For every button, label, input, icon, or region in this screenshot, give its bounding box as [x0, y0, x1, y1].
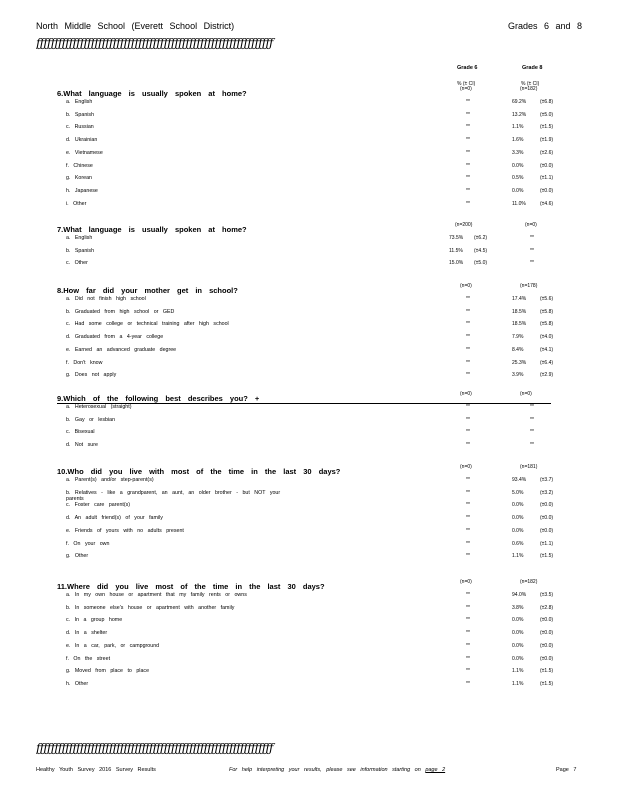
grade8-ci: (±4.0) [540, 334, 554, 341]
answer-option: g. Other [66, 553, 89, 560]
answer-option: b. Spanish [66, 247, 95, 254]
footer-survey-name: Healthy Youth Survey 2016 Survey Results [36, 767, 156, 773]
answer-option: h. Other [66, 680, 89, 687]
grades-label: Grades 6 and 8 [508, 21, 583, 31]
answer-option: e. In a car, park, or campground [66, 642, 160, 649]
grade6-suppressed: ** [466, 149, 470, 156]
grade8-ci: (±2.6) [540, 149, 554, 156]
answer-option: c. Had some college or technical training after high school [66, 321, 229, 328]
grade6-suppressed: ** [466, 99, 470, 105]
grade6-n-count: (n=0) [460, 391, 472, 397]
footer-page-link[interactable]: page 2 [425, 767, 446, 773]
grade8-ci: (±1.1) [540, 175, 554, 182]
grade6-suppressed: ** [466, 111, 470, 118]
grade6-suppressed: ** [466, 359, 470, 366]
answer-option: a. Heterosexual (straight) [66, 404, 132, 410]
grade6-suppressed: ** [466, 502, 470, 509]
grade8-suppressed: ** [530, 442, 534, 449]
grade8-percent: 0.0% [512, 502, 524, 509]
answer-option: b. In someone else's house or apartment with another family [66, 604, 235, 611]
question-title: 11.Where did you live most of the time in the last 30 days? [57, 582, 325, 591]
grade8-percent: 0.0% [512, 162, 524, 169]
answer-option: a. English [66, 99, 93, 105]
grade8-suppressed: ** [530, 404, 534, 410]
grade8-percent: 0.0% [512, 617, 524, 624]
answer-option: i. Other [66, 200, 87, 207]
answer-option: g. Moved from place to place [66, 668, 150, 675]
footer-help-text [229, 767, 445, 773]
grade8-ci: (±0.0) [540, 527, 554, 534]
grade8-percent: 94.0% [512, 592, 527, 598]
grade8-percent: 18.5% [512, 308, 527, 315]
grade6-pct-label: % (± CI) [457, 81, 476, 87]
grade8-percent: 69.2% [512, 99, 527, 105]
grade8-n-count: (n=182) [520, 579, 538, 585]
grade8-percent: 1.1% [512, 124, 524, 131]
answer-option: h. Japanese [66, 187, 98, 194]
grade6-suppressed: ** [466, 346, 470, 353]
grade8-percent: 0.0% [512, 187, 524, 194]
answer-option: a. Did not finish high school [66, 296, 146, 302]
grade8-percent: 93.4% [512, 477, 527, 483]
answer-option: d. An adult friend(s) of your family [66, 515, 163, 522]
grade8-ci: (±3.2) [540, 489, 554, 496]
grade8-n-count: (n=182) [520, 86, 538, 92]
grade8-percent: 3.8% [512, 604, 524, 611]
grade8-ci: (±1.5) [540, 124, 554, 131]
grade6-suppressed: ** [466, 162, 470, 169]
answer-option: d. Not sure [66, 442, 98, 449]
grade8-ci: (±5.8) [540, 308, 554, 315]
grade6-suppressed: ** [466, 372, 470, 379]
footer-help-prefix: For help interpreting your results, please see information starting on [229, 767, 421, 773]
answer-option: c. Foster care parent(s) [66, 502, 131, 509]
answer-option: a. Parent(s) and/or step-parent(s) [66, 477, 154, 483]
answer-option: d. Graduated from a 4-year college [66, 334, 164, 341]
grade6-suppressed: ** [466, 527, 470, 534]
header-rule: ƒƒƒƒƒƒƒƒƒƒƒƒƒƒƒƒƒƒƒƒƒƒƒƒƒƒƒƒƒƒƒƒƒƒƒƒƒƒƒƒƒƒƒƒƒƒƒƒƒƒƒƒƒƒƒƒƒƒƒƒƒƒƒƒƒ [36, 36, 273, 50]
answer-option: b. Spanish [66, 111, 95, 118]
answer-option: c. In a group home [66, 617, 123, 624]
grade6-suppressed: ** [466, 308, 470, 315]
grade6-n-count: (n=0) [460, 464, 472, 470]
grade6-n-count: (n=0) [460, 283, 472, 289]
grade8-ci: (±1.1) [540, 540, 554, 547]
grade6-suppressed: ** [466, 334, 470, 341]
answer-option: b. Graduated from high school or GED [66, 308, 175, 315]
grade8-suppressed: ** [530, 416, 534, 423]
grade6-ci: (±5.0) [474, 260, 488, 267]
question-title: 7.What language is usually spoken at home? [57, 225, 247, 234]
grade6-suppressed: ** [466, 442, 470, 449]
grade8-percent: 3.9% [512, 372, 524, 379]
answer-option: f. On your own [66, 540, 110, 547]
grade8-n-count: (n=0) [525, 222, 537, 228]
grade8-percent: 1.1% [512, 668, 524, 675]
grade8-ci: (±1.9) [540, 137, 554, 144]
answer-option: b. Relatives - like a grandparent, an aunt, an older brother - but NOT your [66, 489, 281, 496]
answer-option: b. Gay or lesbian [66, 416, 116, 423]
grade8-percent: 18.5% [512, 321, 527, 328]
grade6-percent: 73.5% [449, 235, 464, 241]
grade6-suppressed: ** [466, 175, 470, 182]
answer-option: c. Other [66, 260, 88, 267]
grade8-percent: 11.0% [512, 200, 526, 207]
grade8-ci: (±0.0) [540, 630, 554, 637]
grade8-ci: (±2.9) [540, 372, 554, 379]
grade8-ci: (±6.4) [540, 359, 554, 366]
grade8-ci: (±0.0) [540, 515, 554, 522]
grade8-ci: (±0.0) [540, 162, 554, 169]
answer-option: e. Friends of yours with no adults present [66, 527, 184, 534]
grade6-suppressed: ** [466, 187, 470, 194]
grade8-n-count: (n=0) [520, 391, 532, 397]
grade6-suppressed: ** [466, 321, 470, 328]
grade8-suppressed: ** [530, 247, 534, 254]
grade8-suppressed: ** [530, 235, 534, 241]
question-title: 9.Which of the following best describes you? + [57, 394, 260, 403]
grade6-suppressed: ** [466, 604, 470, 611]
answer-option: f. On the street [66, 655, 111, 662]
answer-option: d. Ukrainian [66, 137, 98, 144]
grade8-n-count: (n=178) [520, 283, 538, 289]
grade8-ci: (±0.0) [540, 642, 554, 649]
answer-option: e. Earned an advanced graduate degree [66, 346, 177, 353]
grade6-suppressed: ** [466, 416, 470, 423]
grade6-n-count: (n=0) [460, 579, 472, 585]
answer-option: g. Does not apply [66, 372, 117, 379]
grade6-suppressed: ** [466, 477, 470, 483]
footer-rule: ƒƒƒƒƒƒƒƒƒƒƒƒƒƒƒƒƒƒƒƒƒƒƒƒƒƒƒƒƒƒƒƒƒƒƒƒƒƒƒƒƒƒƒƒƒƒƒƒƒƒƒƒƒƒƒƒƒƒƒƒƒƒƒƒƒ [36, 741, 273, 755]
grade6-percent: 15.0% [449, 260, 464, 267]
grade8-percent: 3.3% [512, 149, 524, 156]
grade6-ci: (±4.5) [474, 247, 488, 254]
grade8-percent: 0.0% [512, 527, 524, 534]
grade8-ci: (±0.0) [540, 187, 554, 194]
grade6-suppressed: ** [466, 429, 470, 436]
grade8-percent: 7.9% [512, 334, 524, 341]
grade6-suppressed: ** [466, 489, 470, 496]
grade6-n-count: (n=0) [460, 86, 472, 92]
grade8-suppressed: ** [530, 260, 534, 267]
grade6-suppressed: ** [466, 642, 470, 649]
grade6-suppressed: ** [466, 655, 470, 662]
grade8-percent: 5.0% [512, 489, 524, 496]
answer-option: a. English [66, 235, 93, 241]
answer-option: c. Russian [66, 124, 94, 131]
grade8-percent: 25.3% [512, 359, 527, 366]
grade8-ci: (±5.0) [540, 111, 554, 118]
grade8-percent: 0.0% [512, 515, 524, 522]
grade8-ci: (±0.0) [540, 655, 554, 662]
grade8-ci: (±0.0) [540, 617, 554, 624]
grade8-ci: (±3.7) [540, 477, 554, 483]
grade8-pct-label: % (± CI) [521, 81, 540, 87]
grade8-percent: 1.1% [512, 553, 524, 560]
report-title: North Middle School (Everett School District) [36, 21, 235, 31]
answer-option: a. In my own house or apartment that my family rents or owns [66, 592, 247, 598]
grade8-ci: (±1.5) [540, 553, 554, 560]
grade6-header: Grade 6 [457, 65, 478, 71]
answer-option-continued: parents [66, 495, 84, 502]
grade6-suppressed: ** [466, 296, 470, 302]
grade8-percent: 0.6% [512, 540, 524, 547]
grade6-suppressed: ** [466, 515, 470, 522]
grade6-suppressed: ** [466, 617, 470, 624]
grade8-ci: (±5.8) [540, 321, 554, 328]
grade8-percent: 13.2% [512, 111, 527, 118]
grade6-suppressed: ** [466, 592, 470, 598]
grade8-percent: 0.0% [512, 655, 524, 662]
answer-option: f. Chinese [66, 162, 93, 169]
grade8-percent: 1.1% [512, 680, 524, 687]
grade8-percent: 0.5% [512, 175, 524, 182]
grade8-ci: (±4.1) [540, 346, 554, 353]
grade8-header: Grade 8 [522, 65, 543, 71]
grade8-percent: 1.6% [512, 137, 524, 144]
grade6-suppressed: ** [466, 630, 470, 637]
answer-option: c. Bisexual [66, 429, 95, 436]
question-title: 6.What language is usually spoken at home? [57, 89, 247, 98]
grade8-ci: (±1.5) [540, 668, 554, 675]
grade6-suppressed: ** [466, 404, 470, 410]
grade6-suppressed: ** [466, 137, 470, 144]
grade8-percent: 0.0% [512, 642, 524, 649]
grade6-suppressed: ** [466, 540, 470, 547]
grade8-suppressed: ** [530, 429, 534, 436]
answer-option: f. Don't know [66, 359, 103, 366]
grade8-percent: 8.4% [512, 346, 524, 353]
grade6-n-count: (n=200) [455, 222, 473, 228]
grade6-ci: (±6.2) [474, 235, 488, 241]
grade8-ci: (±2.8) [540, 604, 554, 611]
grade8-ci: (±3.5) [540, 592, 554, 598]
grade8-percent: 0.0% [512, 630, 524, 637]
grade8-ci: (±5.6) [540, 296, 554, 302]
grade8-percent: 17.4% [512, 296, 527, 302]
question-title: 8.How far did your mother get in school? [57, 286, 238, 295]
answer-option: g. Korean [66, 175, 92, 182]
grade6-percent: 11.5% [449, 247, 463, 254]
answer-option: d. In a shelter [66, 630, 108, 637]
grade8-ci: (±4.6) [540, 200, 554, 207]
grade8-ci: (±0.0) [540, 502, 554, 509]
question-title: 10.Who did you live with most of the time in the last 30 days? [57, 467, 341, 476]
grade6-suppressed: ** [466, 124, 470, 131]
answer-option: e. Vietnamese [66, 149, 103, 156]
grade8-ci: (±1.5) [540, 680, 554, 687]
grade6-suppressed: ** [466, 200, 470, 207]
grade6-suppressed: ** [466, 668, 470, 675]
grade6-suppressed: ** [466, 553, 470, 560]
grade8-n-count: (n=181) [520, 464, 538, 470]
grade6-suppressed: ** [466, 680, 470, 687]
grade8-ci: (±6.8) [540, 99, 554, 105]
page-number: Page 7 [556, 767, 577, 773]
